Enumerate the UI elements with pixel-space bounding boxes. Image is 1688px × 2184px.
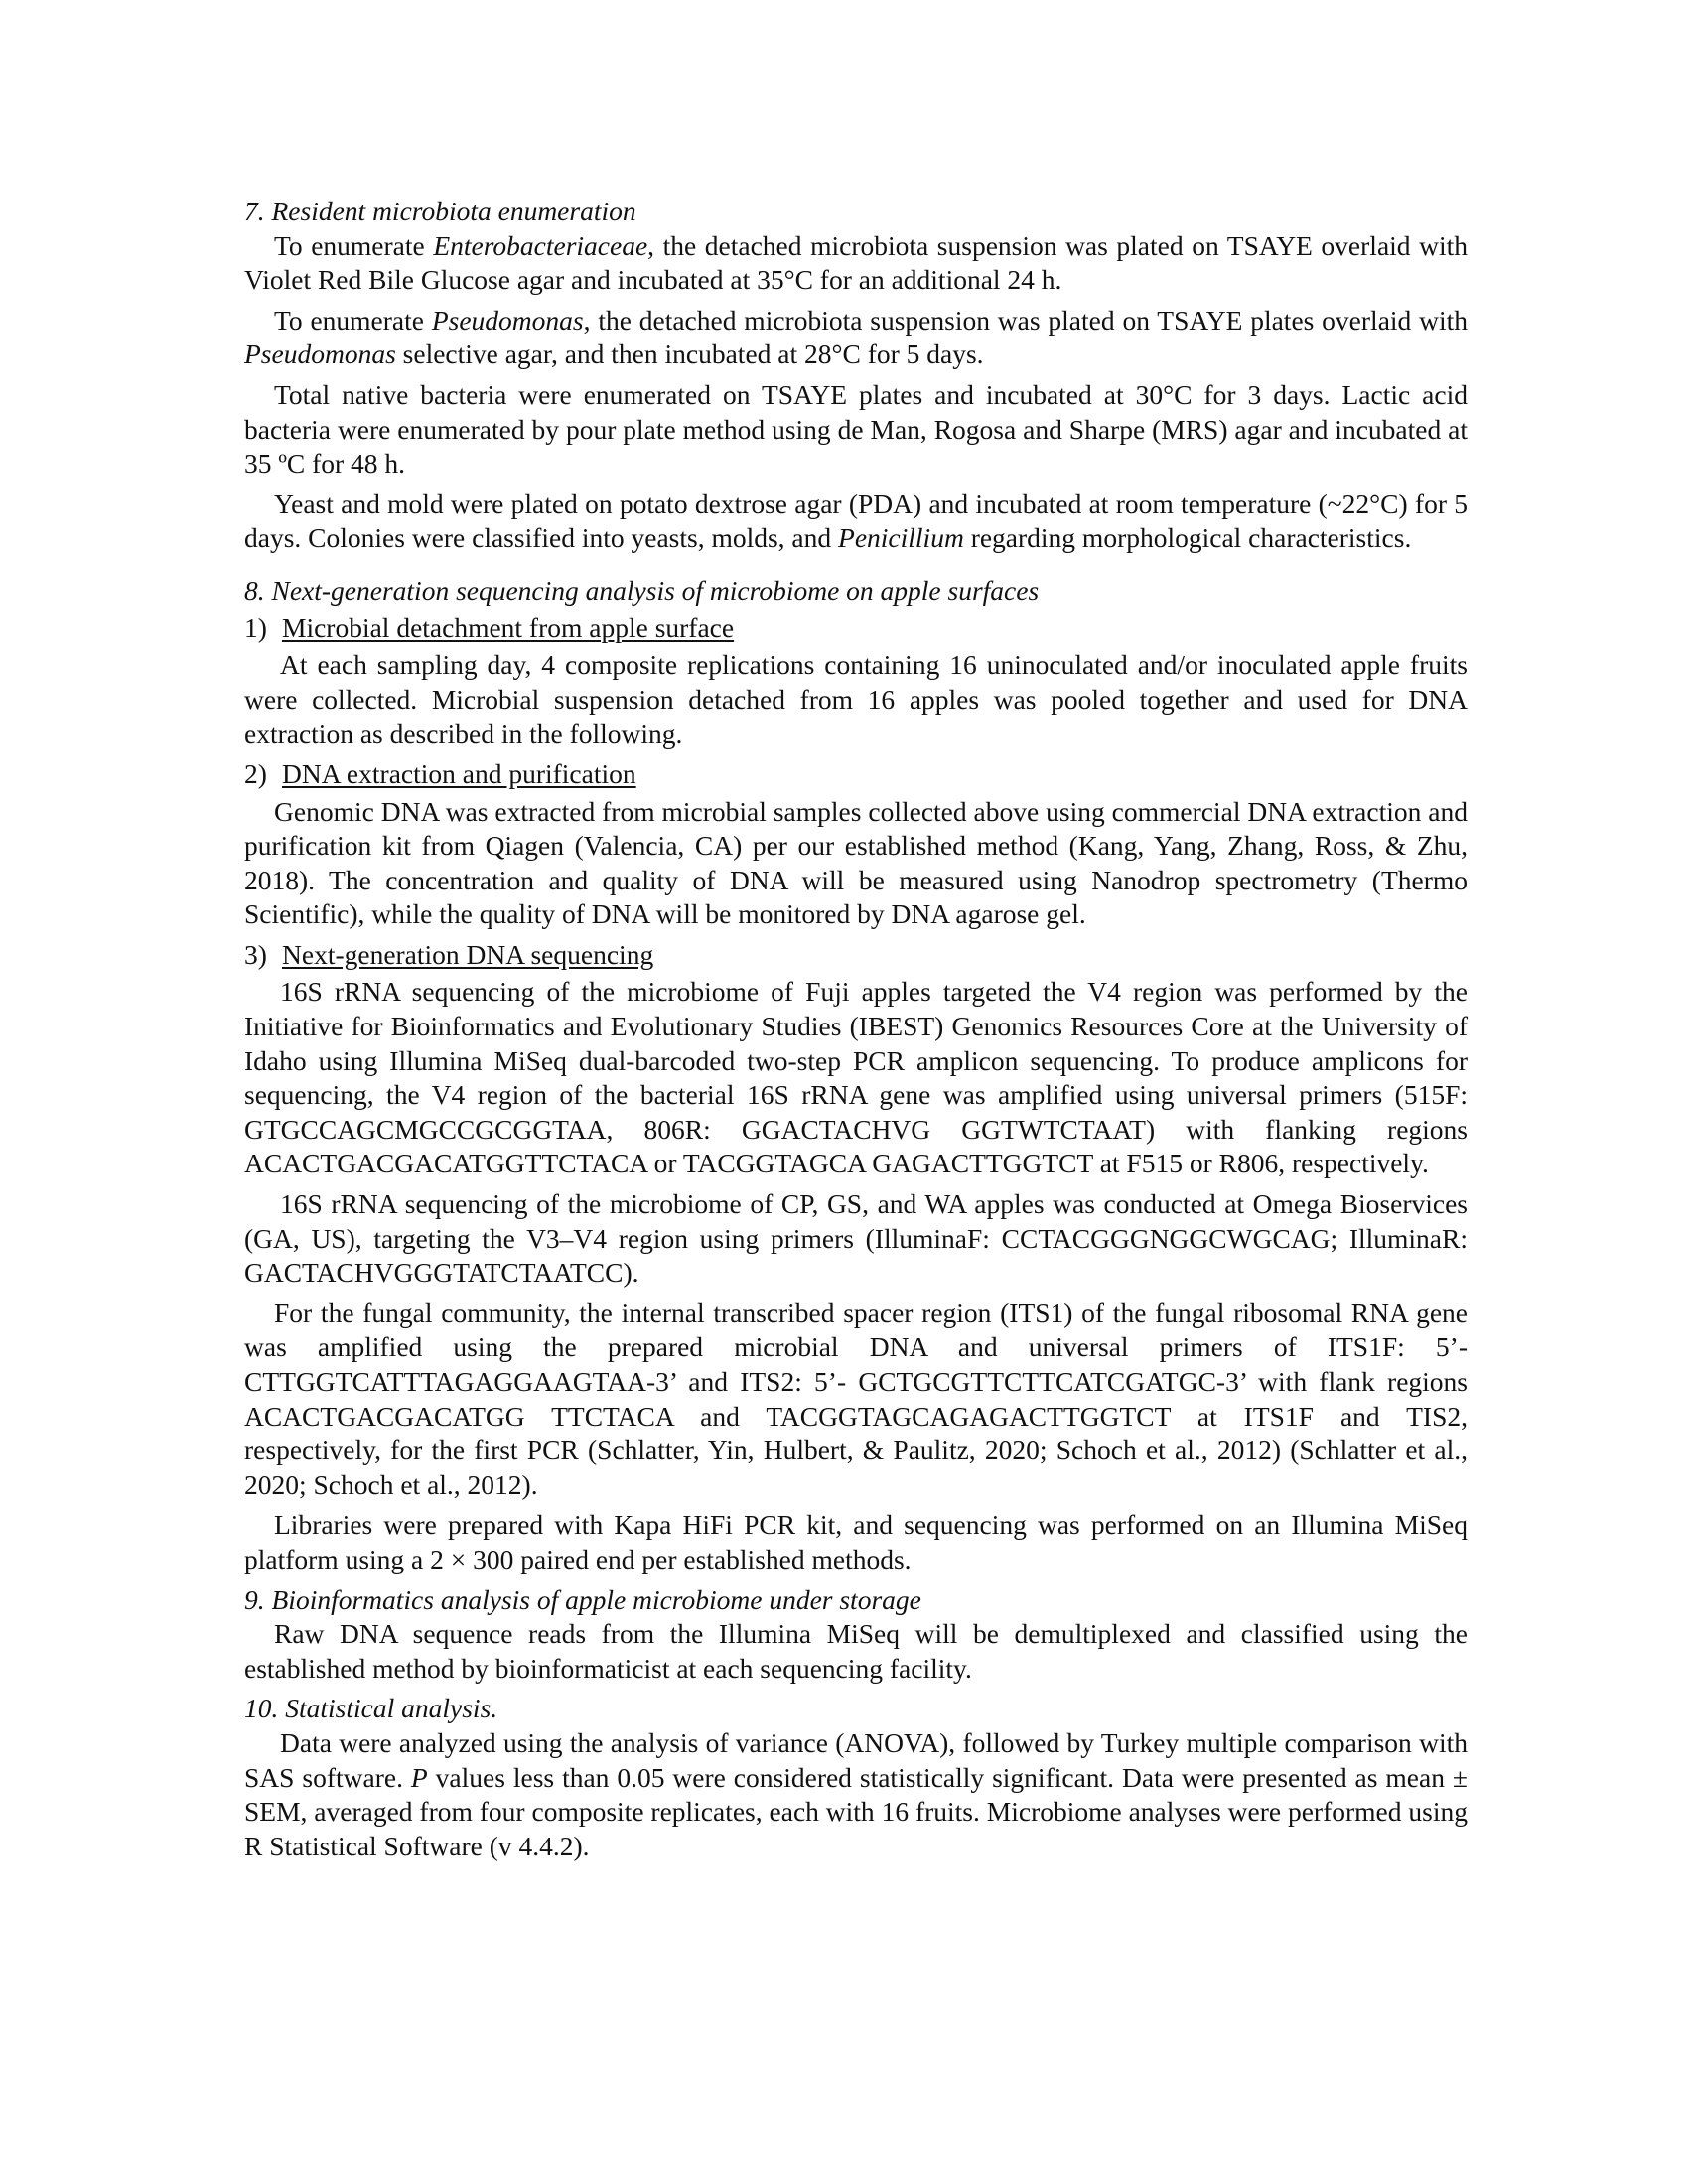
section-8-paragraph-5: For the fungal community, the internal transcribed spacer region (ITS1) of the fungal ribosomal RNA gene was amplified using the prepared microbial DNA and universal primers of ITS1F: 5’-CTTGGTCATTTAGAGGAAGTAA-3’ and ITS2: 5’- GCTGCGTTCTTCATCGATGC-3’ with flank regions ACACTGACGACATGG TTCTACA and TACGGTAGCAGAGACTTGGTCT at ITS1F and TIS2, respectively, for the first PCR (Schlatter, Yin, Hulbert, & Paulitz, 2020; Schoch et al., 2012) (Schlatter et al., 2020; Schoch et al., 2012). <box>244 1297 1468 1500</box>
italic-term: P <box>410 1761 428 1793</box>
section-9-heading: 9. Bioinformatics analysis of apple microbiome under storage <box>244 1583 921 1615</box>
text-run: Data were analyzed using the analysis of variance (ANOVA), followed by Turkey multiple comparison with SAS software. <box>244 1726 1468 1793</box>
text-run: , the detached microbiota suspension was plated on TSAYE plates overlaid with <box>583 304 1469 336</box>
section-8-heading: 8. Next-generation sequencing analysis of microbiome on apple surfaces <box>244 574 1040 606</box>
section-7-paragraph-4 <box>244 487 1468 556</box>
section-7-paragraph-2 <box>244 304 1468 372</box>
section-8-paragraph-6: Libraries were prepared with Kapa HiFi PCR kit, and sequencing was performed on an Illumina MiSeq platform using a 2 × 300 paired end per established methods. <box>244 1509 1468 1574</box>
italic-term: Penicillium <box>838 522 964 554</box>
section-7-paragraph-1 <box>244 229 1468 298</box>
subsection-number: 3) <box>244 938 267 970</box>
section-7-paragraph-3: Total native bacteria were enumerated on TSAYE plates and incubated at 30°C for 3 days. Lactic acid bacteria were enumerated by pour plate method using de Man, Rogosa and Sharpe (MRS) agar and incubated at 35 ºC for 48 h. <box>244 378 1468 479</box>
section-8-paragraph-1: At each sampling day, 4 composite replications containing 16 uninoculated and/or inoculated apple fruits were collected. Microbial suspension detached from 16 apples was pooled together and used for DNA extraction as described in the following. <box>244 649 1468 750</box>
subsection-3 <box>244 938 1468 973</box>
italic-term: Pseudomonas <box>244 339 396 370</box>
section-8-paragraph-3: 16S rRNA sequencing of the microbiome of Fuji apples targeted the V4 region was performed by the Initiative for Bioinformatics and Evolutionary Studies (IBEST) Genomics Resources Core at the University of Idaho using Illumina MiSeq dual-barcoded two-step PCR amplicon sequencing. To produce amplicons for sequencing, the V4 region of the bacterial 16S rRNA gene was amplified using universal primers (515F: GTGCCAGCMGCCGCGGTAA, 806R: GGACTACHVG GGTWTCTAAT) with flanking regions ACACTGACGACATGGTTCTACA or TACGGTAGCA GAGACTTGGTCT at F515 or R806, respectively. <box>244 976 1468 1179</box>
subsection-title: DNA extraction and purification <box>282 757 636 789</box>
document-page <box>244 195 1468 1869</box>
text-run: regarding morphological characteristics. <box>963 522 1412 554</box>
section-8-paragraph-4: 16S rRNA sequencing of the microbiome of CP, GS, and WA apples was conducted at Omega Bioservices (GA, US), targeting the V3–V4 region using primers (IlluminaF: CCTACGGGNGGCWGCAG; IlluminaR: GACTACHVGGGTATCTAATCC). <box>244 1188 1468 1289</box>
subsection-1 <box>244 612 1468 646</box>
subsection-number: 2) <box>244 757 267 789</box>
text-run: Yeast and mold were plated on potato dextrose agar (PDA) and incubated at room temperature (~22°C) for 5 days. Colonies were classified into yeasts, molds, and <box>244 487 1468 554</box>
subsection-number: 1) <box>244 612 267 643</box>
section-8-paragraph-2: Genomic DNA was extracted from microbial samples collected above using commercial DNA extraction and purification kit from Qiagen (Valencia, CA) per our established method (Kang, Yang, Zhang, Ross, & Zhu, 2018). The concentration and quality of DNA will be measured using Nanodrop spectrometry (Thermo Scientific), while the quality of DNA will be monitored by DNA agarose gel. <box>244 795 1468 930</box>
italic-term: Pseudomonas <box>431 304 584 336</box>
text-run: , the detached microbiota suspension was plated on TSAYE overlaid with Violet Red Bile Glucose agar and incubated at 35°C for an additional 24 h. <box>244 229 1469 296</box>
subsection-title: Microbial detachment from apple surface <box>282 612 735 643</box>
section-9-paragraph-1: Raw DNA sequence reads from the Illumina MiSeq will be demultiplexed and classified using the established method by bioinformaticist at each sequencing facility. <box>244 1618 1468 1684</box>
subsection-title: Next-generation DNA sequencing <box>282 938 654 970</box>
text-run: values less than 0.05 were considered statistically significant. Data were presented as mean ± SEM, averaged from four composite replicates, each with 16 fruits. Microbiome analyses were performed using R Statistical Software (v 4.4.2). <box>244 1761 1468 1861</box>
text-run: To enumerate <box>274 229 434 261</box>
subsection-2 <box>244 757 1468 792</box>
section-10-heading: 10. Statistical analysis. <box>244 1693 498 1724</box>
section-10-paragraph-1 <box>244 1726 1468 1863</box>
text-run: To enumerate <box>274 304 432 336</box>
text-run: selective agar, and then incubated at 28°C for 5 days. <box>395 339 984 370</box>
italic-term: Enterobacteriaceae <box>433 229 648 261</box>
section-7-heading: 7. Resident microbiota enumeration <box>244 196 636 226</box>
